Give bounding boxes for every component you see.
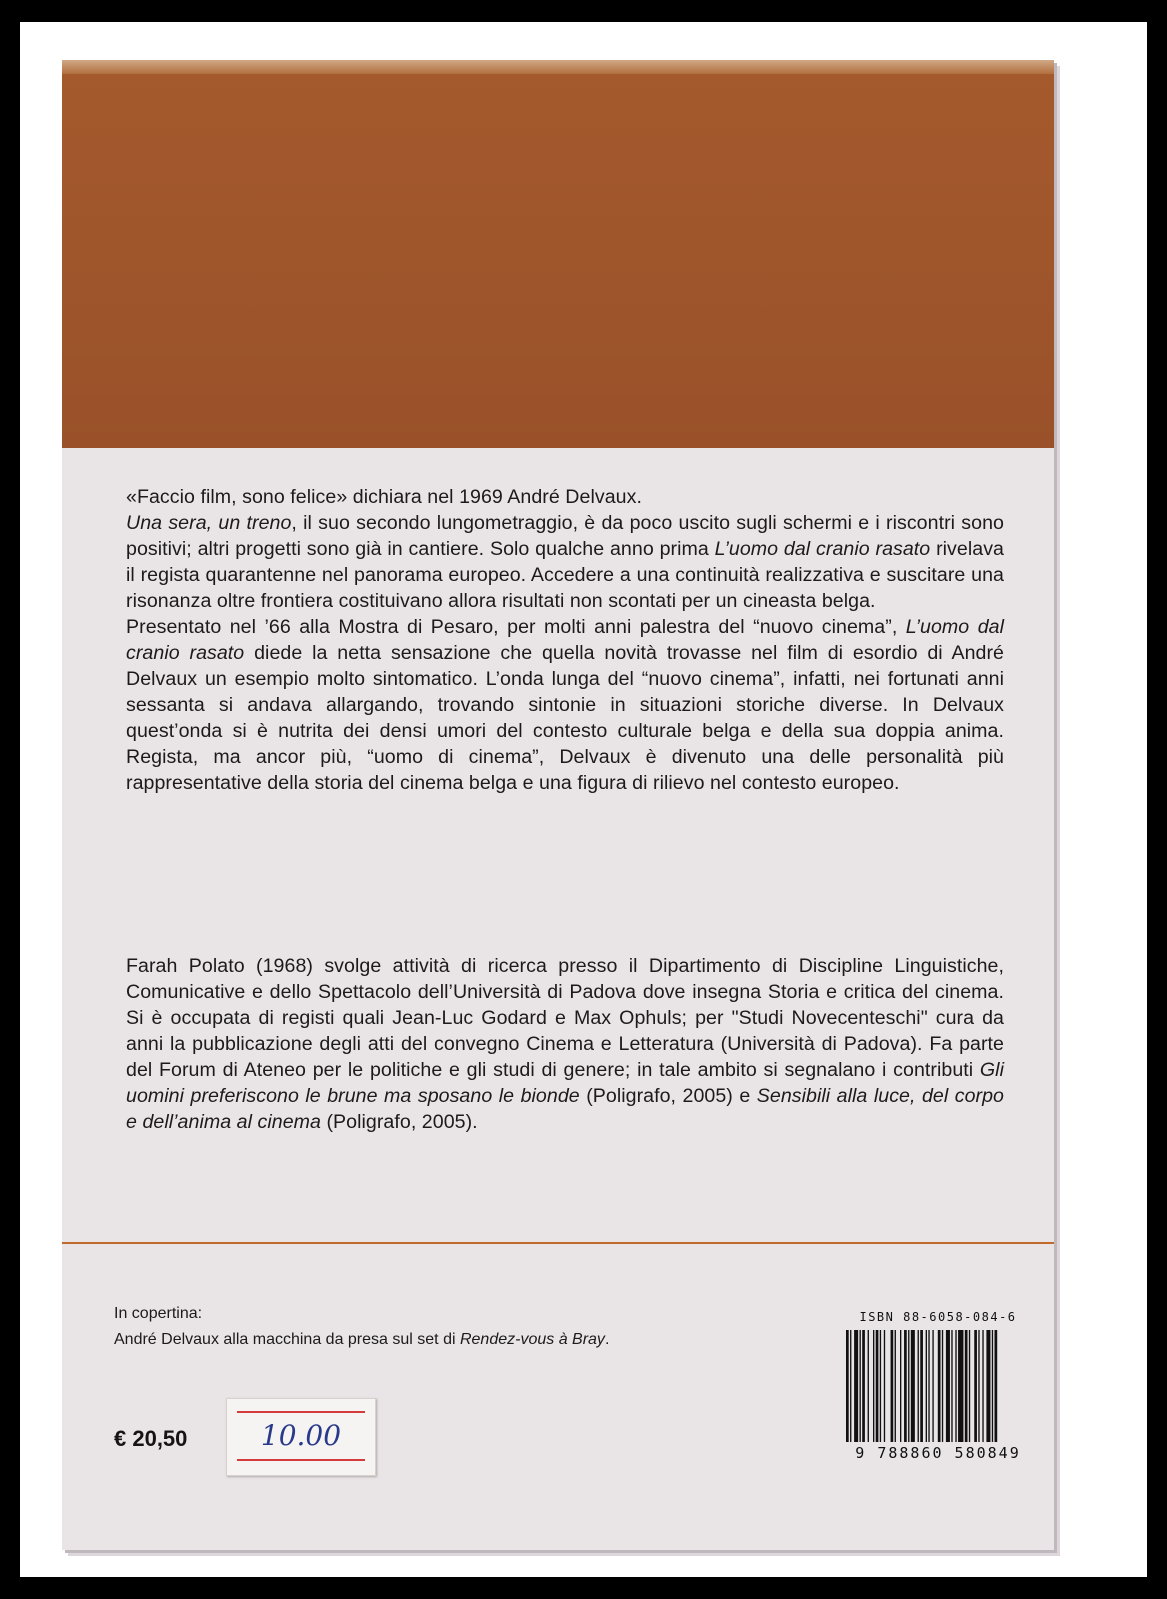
barcode-bar bbox=[978, 1330, 979, 1442]
isbn-label: ISBN 88-6058-084-6 bbox=[859, 1310, 1017, 1324]
barcode-bar bbox=[938, 1330, 941, 1442]
author-bio bbox=[126, 953, 1004, 1135]
blurb-text-segment: rivelava il regista quarantenne nel panorama europeo. Accedere a una continuità realizzativa e suscitare una risonanza oltre frontiera costituivano allora risultati non scontati per un cineasta belga. bbox=[126, 538, 1004, 612]
handwritten-price: 10.00 bbox=[260, 1419, 342, 1452]
barcode-bar bbox=[982, 1330, 983, 1442]
cover-caption bbox=[114, 1301, 609, 1353]
barcode-bar bbox=[895, 1330, 896, 1442]
barcode-bar bbox=[942, 1330, 943, 1442]
barcode-bar bbox=[958, 1330, 963, 1442]
barcode-bar bbox=[880, 1330, 881, 1442]
blurb-text-segment: diede la netta sensazione che quella novità trovasse nel film di esordio di André Delvaux un esempio molto sintomatico. L’onda lunga del “nuovo cinema”, infatti, nei fortunati anni sessanta si andava allargando, trovando sintonie in situazioni storiche diverse. In Delvaux quest’onda si è nutrita dei densi umori del contesto culturale belga e della sua doppia anima. Regista, ma ancor più, “uomo di cinema”, Delvaux è divenuto una delle personalità più rappresentative della storia del cinema belga e una figura di rilievo nel contesto europeo. bbox=[126, 642, 1004, 794]
blurb-paragraph-1 bbox=[126, 484, 1004, 614]
barcode-bar bbox=[932, 1330, 933, 1442]
caption-label: In copertina: bbox=[114, 1305, 203, 1322]
price-label: € 20,50 bbox=[114, 1426, 188, 1451]
barcode-bar bbox=[951, 1330, 952, 1442]
barcode-bar bbox=[955, 1330, 956, 1442]
blurb-text bbox=[126, 484, 1004, 796]
barcode-bar bbox=[946, 1330, 950, 1442]
blurb-paragraph-2 bbox=[126, 614, 1004, 796]
film-title: L’uomo dal cranio rasato bbox=[714, 538, 931, 560]
barcode-bar bbox=[850, 1330, 851, 1442]
caption-text: . bbox=[604, 1331, 610, 1348]
barcode-bar bbox=[900, 1330, 901, 1442]
barcode-bar bbox=[920, 1330, 923, 1442]
barcode-bar bbox=[860, 1330, 861, 1442]
book-back-cover bbox=[62, 60, 1054, 1550]
barcode-bar bbox=[846, 1330, 849, 1442]
barcode-bar bbox=[926, 1330, 927, 1442]
caption-line bbox=[114, 1327, 609, 1353]
film-title: L’uomo dal cranio rasato bbox=[126, 616, 1004, 664]
barcode-bar bbox=[868, 1330, 869, 1442]
barcode-bar bbox=[969, 1330, 970, 1442]
blurb-text-segment: Presentato nel ’66 alla Mostra di Pesaro, per molti anni palestra del “nuovo cinema”, bbox=[126, 616, 906, 638]
barcode-bar bbox=[891, 1330, 894, 1442]
isbn-barcode bbox=[842, 1310, 1034, 1462]
bio-text-segment: (Poligrafo, 2005). bbox=[320, 1111, 478, 1133]
isbn-digits: 9 788860 580849 bbox=[855, 1444, 1021, 1462]
divider-rule bbox=[62, 1242, 1054, 1244]
caption-text: André Delvaux alla macchina da presa sul set di bbox=[114, 1331, 460, 1348]
cover-color-band bbox=[62, 60, 1054, 448]
sticker-red-line bbox=[237, 1459, 365, 1461]
bio-text-segment: (Poligrafo, 2005) e bbox=[579, 1085, 757, 1107]
film-title: Una sera, un treno bbox=[126, 512, 292, 534]
barcode-bar bbox=[876, 1330, 879, 1442]
blurb-text-segment: , il suo secondo lungometraggio, è da poco uscito sugli schermi e i riscontri sono positivi; altri progetti sono già in cantiere. Solo qualche anno prima bbox=[126, 512, 1004, 560]
barcode-bar bbox=[974, 1330, 977, 1442]
bio-paragraph bbox=[126, 953, 1004, 1135]
bio-text-segment: Farah Polato (1968) svolge attività di ricerca presso il Dipartimento di Discipline Linguistiche, Comunicative e dello Spettacolo dell’Università di Padova dove insegna Storia e critica del cinema. Si è occupata di registi quali Jean-Luc Godard e Max Ophuls; per "Studi Novecenteschi" cura da anni la pubblicazione degli atti del convegno Cinema e Letteratura (Università di Padova). Fa parte del Forum di Ateneo per le politiche e gli studi di genere; in tale ambito si segnalano i contributi bbox=[126, 955, 1004, 1081]
barcode-bar bbox=[965, 1330, 968, 1442]
book-title: Sensibili alla luce, del corpo e dell’anima al cinema bbox=[126, 1085, 1004, 1133]
price-sticker bbox=[226, 1398, 376, 1476]
blurb-quote: «Faccio film, sono felice» dichiara nel 1969 André Delvaux. bbox=[126, 486, 642, 508]
book-title: Gli uomini preferiscono le brune ma sposano le bionde bbox=[126, 1059, 1004, 1107]
barcode-bar bbox=[928, 1330, 929, 1442]
barcode-bar bbox=[911, 1330, 915, 1442]
barcode-bar bbox=[918, 1330, 919, 1442]
film-title: Rendez-vous à Bray bbox=[459, 1331, 605, 1348]
sticker-red-line bbox=[237, 1411, 365, 1413]
cover-top-edge bbox=[62, 60, 1054, 74]
barcode-bar bbox=[884, 1330, 885, 1442]
barcode-bar bbox=[904, 1330, 907, 1442]
barcode-bar bbox=[908, 1330, 909, 1442]
barcode-bar bbox=[862, 1330, 865, 1442]
barcode-bar bbox=[992, 1330, 993, 1442]
barcode-bar bbox=[986, 1330, 990, 1442]
barcode-bars bbox=[842, 1330, 1034, 1442]
barcode-bar bbox=[854, 1330, 858, 1442]
barcode-bar bbox=[873, 1330, 874, 1442]
barcode-bar bbox=[995, 1330, 998, 1442]
